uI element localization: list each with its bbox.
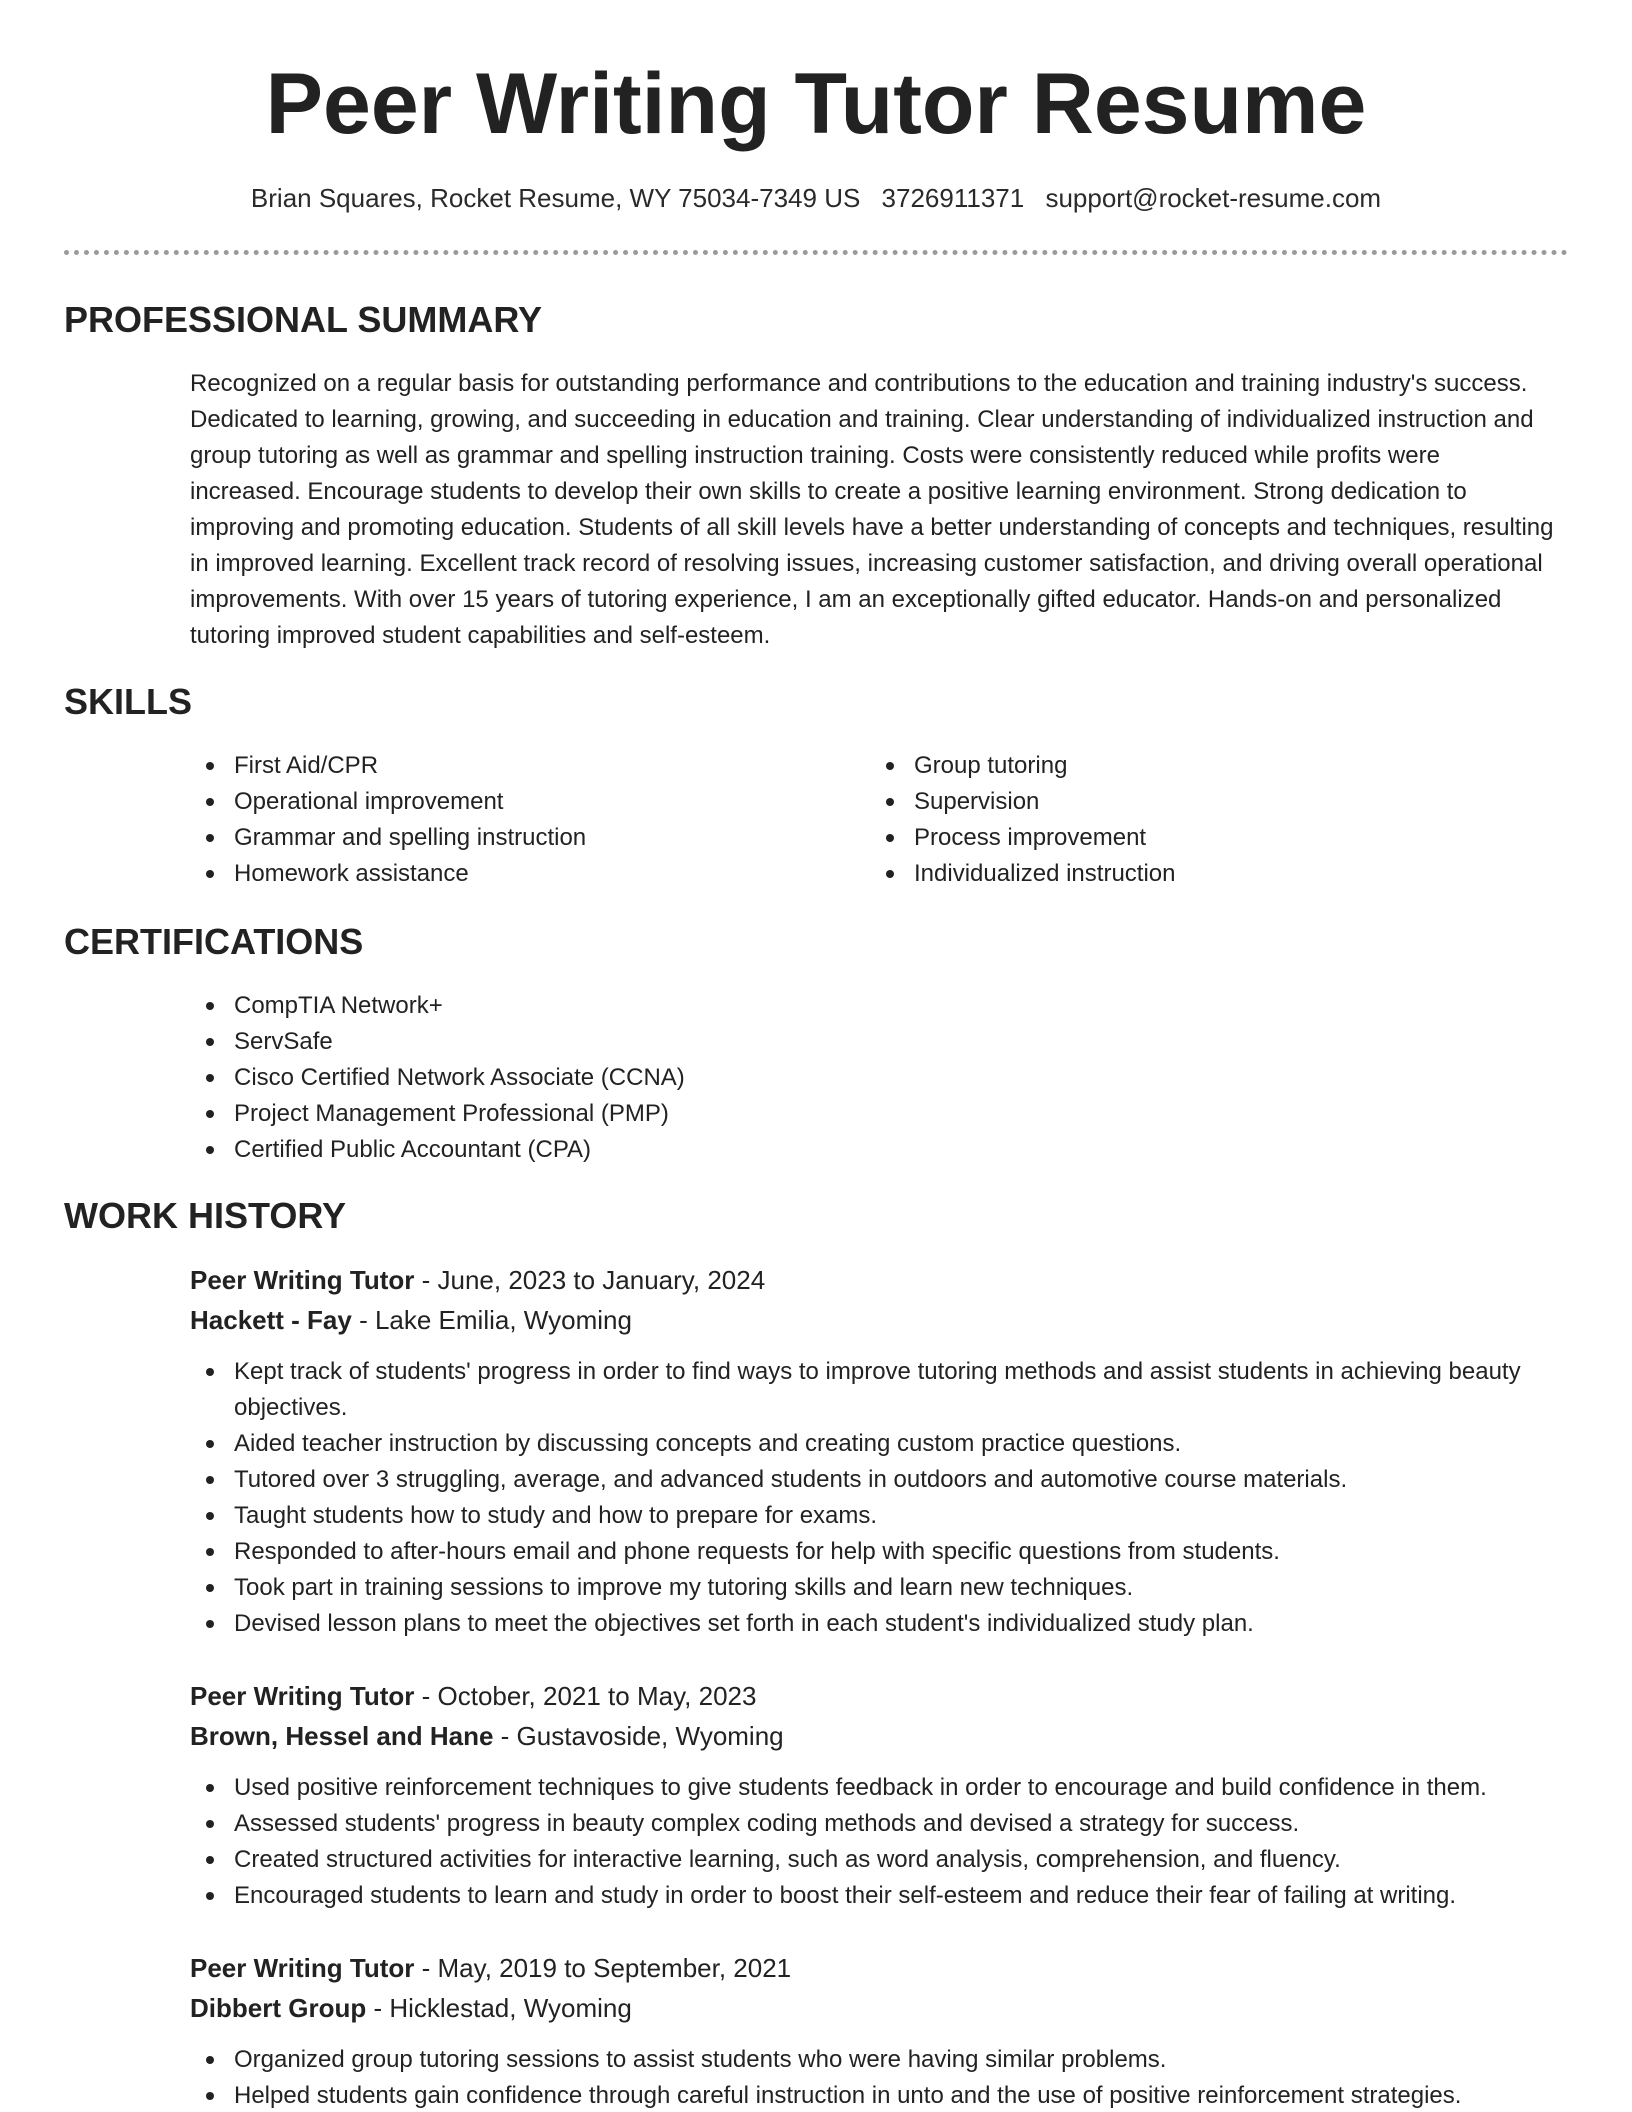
bullet-icon xyxy=(206,1110,214,1118)
job-location: Lake Emilia, Wyoming xyxy=(374,1305,632,1335)
summary-text: Recognized on a regular basis for outstanding performance and contributions to the education and training industry's success. Dedicated to learning, growing, and succeeding in education and training. Clear understanding of individualized instruction and group tutoring as well as grammar and spelling instruction training. Costs were consistently reduced while profits were increased. Encourage students to develop their own skills to create a positive learning environment. Strong dedication to improving and promoting education. Students of all skill levels have a better understanding of concepts and techniques, resulting in improved learning. Excellent track record of resolving issues, increasing customer satisfaction, and driving overall operational improvements. With over 15 years of tutoring experience, I am an exceptionally gifted educator. Hands-on and personalized tutoring improved student capabilities and self-esteem. xyxy=(190,370,1554,649)
bullet-icon xyxy=(206,1584,214,1592)
job-duty: Encouraged students to learn and study in order to boost their self-esteem and reduce their fear of failing at writing. xyxy=(190,1878,1570,1914)
bullet-icon xyxy=(886,870,894,878)
bullet-icon xyxy=(206,1146,214,1154)
job-location: Gustavoside, Wyoming xyxy=(516,1721,784,1751)
bullet-icon xyxy=(206,1074,214,1082)
bullet-icon xyxy=(206,2092,214,2100)
job-company: Dibbert Group xyxy=(190,1993,367,2023)
bullet-icon xyxy=(206,2056,214,2064)
bullet-icon xyxy=(206,1856,214,1864)
job-title: Peer Writing Tutor xyxy=(190,1953,415,1983)
summary-heading: PROFESSIONAL SUMMARY xyxy=(64,299,543,340)
job-title-line: Peer Writing Tutor - May, 2019 to September, 2021 xyxy=(190,1953,792,1983)
skill-item: Grammar and spelling instruction xyxy=(190,820,830,856)
job-company-line: Hackett - Fay - Lake Emilia, Wyoming xyxy=(190,1305,632,1335)
job-duties-list xyxy=(190,1354,1570,1642)
job-dates: October, 2021 to May, 2023 xyxy=(437,1681,757,1711)
certification-item: ServSafe xyxy=(190,1024,1090,1060)
bullet-icon xyxy=(206,1784,214,1792)
contact-address: Brian Squares, Rocket Resume, WY 75034-7349 US xyxy=(250,183,861,213)
skills-list-left xyxy=(190,748,830,892)
job-duty: Devised lesson plans to meet the objectives set forth in each student's individualized study plan. xyxy=(190,1606,1570,1642)
resume-title: Peer Writing Tutor Resume xyxy=(265,56,1367,152)
job-duty: Used positive reinforcement techniques to give students feedback in order to encourage and build confidence in them. xyxy=(190,1770,1570,1806)
bullet-icon xyxy=(886,762,894,770)
skill-item: Individualized instruction xyxy=(870,856,1510,892)
job-duty: Organized group tutoring sessions to assist students who were having similar problems. xyxy=(190,2042,1570,2078)
certifications-list xyxy=(190,988,1090,1168)
bullet-icon xyxy=(206,1476,214,1484)
bullet-icon xyxy=(206,1002,214,1010)
job-duty: Kept track of students' progress in order to find ways to improve tutoring methods and assist students in achieving beauty objectives. xyxy=(190,1354,1570,1426)
bullet-icon xyxy=(206,1512,214,1520)
skill-item: Homework assistance xyxy=(190,856,830,892)
skills-list-right xyxy=(870,748,1510,892)
bullet-icon xyxy=(206,870,214,878)
skill-item: Operational improvement xyxy=(190,784,830,820)
header-divider xyxy=(64,250,1568,255)
job-duty: Created structured activities for interactive learning, such as word analysis, comprehension, and fluency. xyxy=(190,1842,1570,1878)
job-duties-list xyxy=(190,2042,1570,2112)
certification-item: Project Management Professional (PMP) xyxy=(190,1096,1090,1132)
bullet-icon xyxy=(886,834,894,842)
contact-phone: 3726911371 xyxy=(881,183,1025,213)
bullet-icon xyxy=(206,1440,214,1448)
contact-email: support@rocket-resume.com xyxy=(1045,183,1382,213)
job-title: Peer Writing Tutor xyxy=(190,1681,415,1711)
bullet-icon xyxy=(206,1038,214,1046)
bullet-icon xyxy=(206,762,214,770)
job-duty: Aided teacher instruction by discussing concepts and creating custom practice questions. xyxy=(190,1426,1570,1462)
job-company: Brown, Hessel and Hane xyxy=(190,1721,494,1751)
skill-item: Group tutoring xyxy=(870,748,1510,784)
bullet-icon xyxy=(206,1368,214,1376)
bullet-icon xyxy=(206,1548,214,1556)
job-company: Hackett - Fay xyxy=(190,1305,352,1335)
skill-item: Supervision xyxy=(870,784,1510,820)
job-duties-list xyxy=(190,1770,1570,1914)
certification-item: Certified Public Accountant (CPA) xyxy=(190,1132,1090,1168)
job-duty: Helped students gain confidence through careful instruction in unto and the use of positive reinforcement strategies. xyxy=(190,2078,1570,2112)
certification-item: Cisco Certified Network Associate (CCNA) xyxy=(190,1060,1090,1096)
certifications-heading: CERTIFICATIONS xyxy=(64,921,364,962)
job-duty: Took part in training sessions to improve my tutoring skills and learn new techniques. xyxy=(190,1570,1570,1606)
skills-heading: SKILLS xyxy=(64,681,193,722)
job-title-line: Peer Writing Tutor - October, 2021 to May, 2023 xyxy=(190,1681,757,1711)
job-location: Hicklestad, Wyoming xyxy=(389,1993,632,2023)
bullet-icon xyxy=(886,798,894,806)
work-history-heading: WORK HISTORY xyxy=(64,1195,347,1236)
skill-item: Process improvement xyxy=(870,820,1510,856)
job-company-line: Dibbert Group - Hicklestad, Wyoming xyxy=(190,1993,632,2023)
bullet-icon xyxy=(206,1620,214,1628)
job-duty: Assessed students' progress in beauty complex coding methods and devised a strategy for success. xyxy=(190,1806,1570,1842)
job-duty: Tutored over 3 struggling, average, and advanced students in outdoors and automotive course materials. xyxy=(190,1462,1570,1498)
job-dates: June, 2023 to January, 2024 xyxy=(437,1265,766,1295)
certification-item: CompTIA Network+ xyxy=(190,988,1090,1024)
bullet-icon xyxy=(206,834,214,842)
bullet-icon xyxy=(206,798,214,806)
job-title-line: Peer Writing Tutor - June, 2023 to January, 2024 xyxy=(190,1265,766,1295)
skill-item: First Aid/CPR xyxy=(190,748,830,784)
contact-line xyxy=(0,180,1632,216)
job-dates: May, 2019 to September, 2021 xyxy=(437,1953,792,1983)
bullet-icon xyxy=(206,1820,214,1828)
job-company-line: Brown, Hessel and Hane - Gustavoside, Wyoming xyxy=(190,1721,784,1751)
job-duty: Taught students how to study and how to prepare for exams. xyxy=(190,1498,1570,1534)
job-duty: Responded to after-hours email and phone requests for help with specific questions from students. xyxy=(190,1534,1570,1570)
bullet-icon xyxy=(206,1892,214,1900)
job-title: Peer Writing Tutor xyxy=(190,1265,415,1295)
